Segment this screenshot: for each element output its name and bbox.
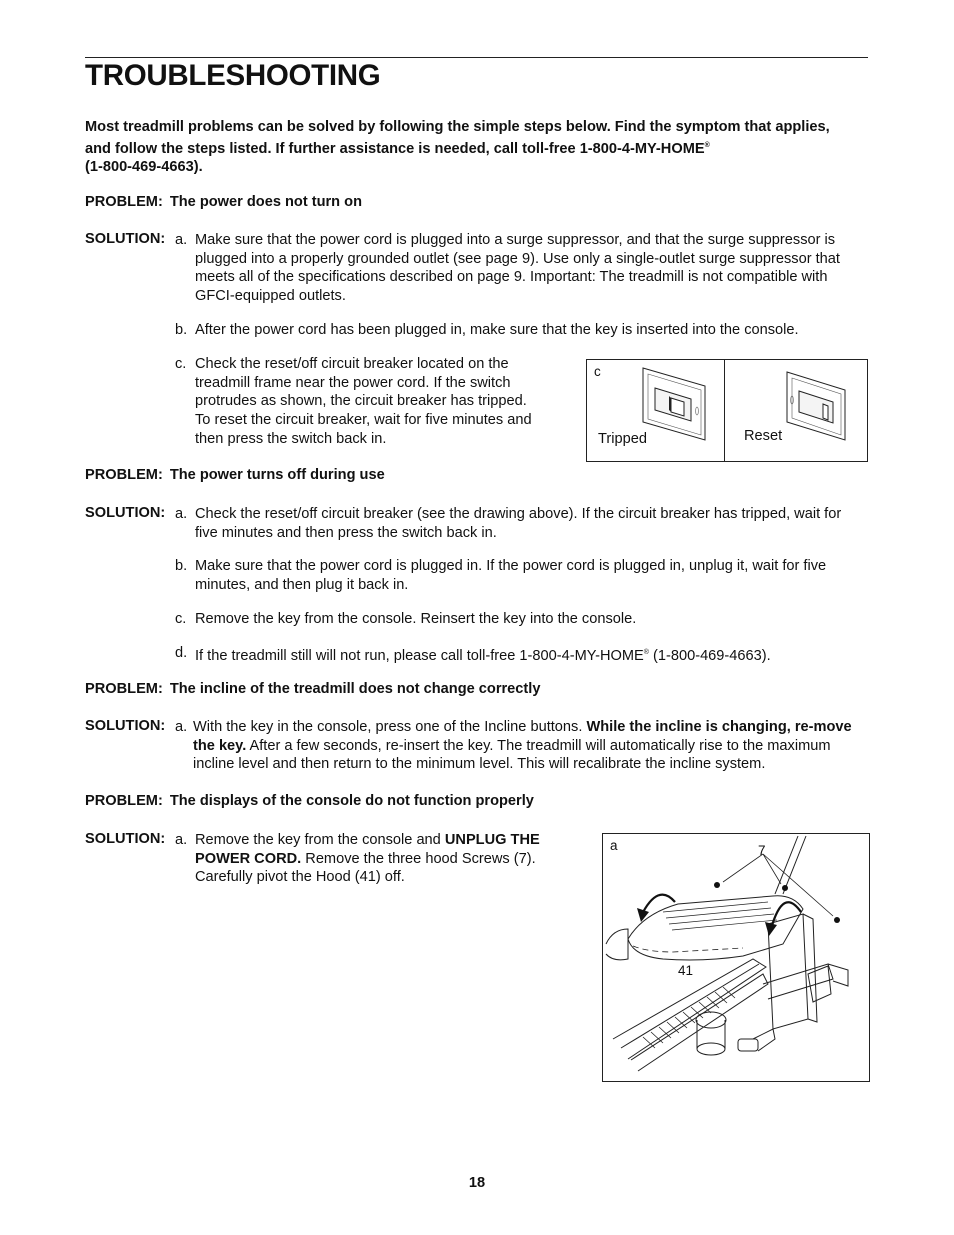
- solution-label: SOLUTION:: [85, 831, 166, 847]
- solution-text: [195, 831, 569, 887]
- problem-label: PROBLEM:: [85, 194, 163, 210]
- page-number: 18: [468, 1175, 486, 1191]
- solution-letter: a.: [175, 506, 188, 522]
- solution-text-end: Remove the three hood Screws (7). Carefully pivot the Hood (41) off.: [195, 850, 536, 886]
- figure-letter: c: [594, 364, 601, 379]
- registered-mark: ®: [704, 141, 710, 149]
- problem-1-title: The power does not turn on: [169, 194, 362, 210]
- solution-text-start: If the treadmill still will not run, please call toll-free 1-800-4-MY-HOME: [195, 648, 644, 664]
- solution-letter: c.: [175, 611, 187, 627]
- solution-text-end: (1-800-469-4663).: [648, 648, 771, 664]
- hood-removal-figure: [602, 833, 870, 1082]
- solution-letter: b.: [175, 322, 188, 338]
- solution-letter: a.: [175, 719, 188, 735]
- figure-divider: [724, 360, 725, 461]
- solution-label: SOLUTION:: [85, 718, 166, 734]
- tripped-breaker-icon: [639, 364, 711, 442]
- solution-bold-text: UNPLUG THE POWER CORD.: [195, 832, 540, 867]
- reset-breaker-icon: [783, 370, 853, 442]
- top-rule: [85, 57, 868, 58]
- solution-text-start: With the key in the console, press one of the Incline buttons.: [193, 719, 587, 735]
- figure-letter: a: [610, 838, 618, 853]
- solution-text-start: Remove the key from the console and: [195, 832, 445, 848]
- solution-text: [195, 644, 867, 666]
- page-title: TROUBLESHOOTING: [85, 59, 381, 92]
- problem-label: PROBLEM:: [85, 681, 163, 697]
- solution-2d: [175, 644, 867, 666]
- intro-text: Most treadmill problems can be solved by following the simple steps below. Find the symptom that applies, and follow the steps listed. If further assistance is needed, call toll-free 1-800-4-MY-HOME: [85, 119, 830, 157]
- problem-1-heading: [85, 194, 362, 210]
- problem-label: PROBLEM:: [85, 793, 163, 809]
- reset-caption: Reset: [744, 428, 783, 444]
- screw-callout: 7: [758, 843, 766, 858]
- solution-3a: [175, 718, 865, 774]
- registered-mark: ®: [643, 649, 649, 656]
- hood-callout: 41: [678, 963, 694, 978]
- solution-2a: [175, 505, 867, 542]
- solution-text: Remove the key from the console. Reinsert the key into the console.: [195, 611, 637, 627]
- problem-4-heading: [85, 793, 534, 809]
- problem-label: PROBLEM:: [85, 467, 163, 483]
- solution-text: Check the reset/off circuit breaker located on the treadmill frame near the power cord. If the switch protrudes as shown, the circuit breaker has tripped. To reset the circuit breaker, wait for five minutes and then press the switch back in.: [195, 356, 532, 447]
- problem-4-title: The displays of the console do not function properly: [169, 793, 534, 809]
- intro-phone: (1-800-469-4663).: [85, 159, 203, 176]
- problem-3-title: The incline of the treadmill does not change correctly: [169, 681, 541, 697]
- solution-2c: [175, 610, 867, 629]
- solution-text: Check the reset/off circuit breaker (see the drawing above). If the circuit breaker has tripped, wait for five minutes and then press the switch back in.: [195, 506, 842, 541]
- solution-letter: a.: [175, 832, 188, 848]
- circuit-breaker-figure: [586, 359, 868, 462]
- treadmill-hood-illustration: [603, 834, 869, 1081]
- solution-letter: c.: [175, 356, 187, 372]
- tripped-caption: Tripped: [598, 431, 647, 447]
- solution-text: After the power cord has been plugged in, make sure that the key is inserted into the console.: [195, 322, 799, 338]
- problem-3-heading: [85, 681, 540, 697]
- solution-4a: [175, 831, 569, 887]
- solution-text: Make sure that the power cord is plugged in. If the power cord is plugged in, unplug it, wait for five minutes, and then plug it back in.: [195, 558, 827, 593]
- solution-1b: [175, 321, 867, 340]
- solution-bold-text: While the incline is changing, re-move the key.: [193, 719, 852, 754]
- solution-1c: [175, 355, 543, 449]
- solution-text: [193, 718, 865, 774]
- problem-2-heading: [85, 467, 385, 483]
- problem-2-title: The power turns off during use: [169, 467, 385, 483]
- solution-label: SOLUTION:: [85, 505, 166, 521]
- intro-paragraph: [85, 118, 845, 177]
- solution-text-end: After a few seconds, re-insert the key. The treadmill will automatically rise to the maximum incline level and then return to the minimum level. This will recalibrate the incline system.: [193, 737, 831, 773]
- solution-letter: a.: [175, 232, 188, 248]
- solution-text: Make sure that the power cord is plugged into a surge suppressor, and that the surge suppressor is plugged into a properly grounded outlet (see page 9). Use only a single-outlet surge suppressor that meets all of the specifications described on page 9. Important: The treadmill is not compatible with GFCI-equipped outlets.: [195, 232, 840, 305]
- solution-letter: d.: [175, 645, 188, 661]
- solution-letter: b.: [175, 558, 188, 574]
- solution-1a: [175, 231, 867, 306]
- solution-2b: [175, 557, 867, 594]
- solution-label: SOLUTION:: [85, 231, 166, 247]
